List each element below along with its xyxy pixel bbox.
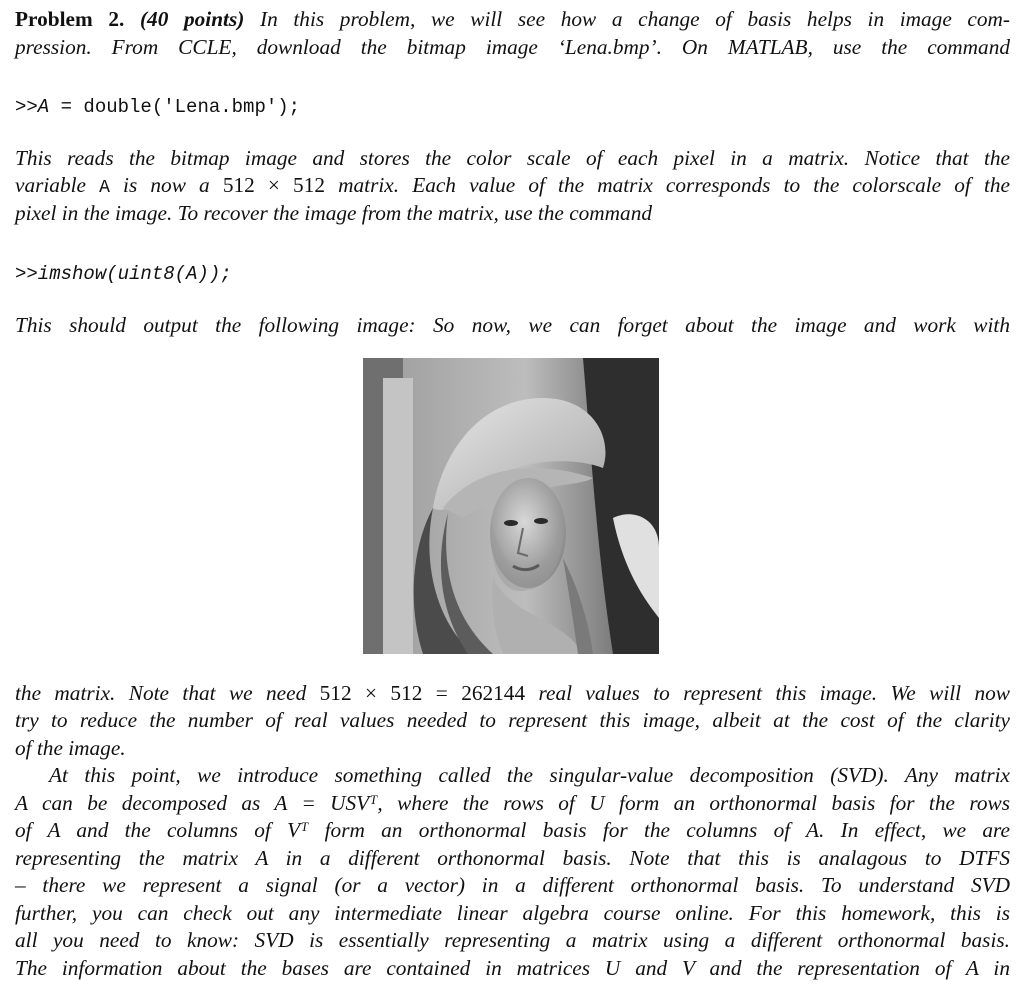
paragraph-3-line2: try to reduce the number of real values needed to represent this image, albeit at the cost of the clarity bbox=[15, 708, 1010, 732]
paragraph-4-line5: – there we represent a signal (or a vector) in a different orthonormal basis. To understand SVD bbox=[15, 873, 1010, 897]
lena-image bbox=[363, 358, 659, 654]
lena-photo-icon bbox=[363, 358, 659, 654]
paragraph-4-line6: further, you can check out any intermediate linear algebra course online. For this homework, this is bbox=[15, 901, 1010, 925]
paragraph-1-line2: variable A is now a 512 × 512 matrix. Each value of the matrix corresponds to the colorscale of the bbox=[15, 173, 1010, 198]
matlab-code-1: >>A = double('Lena.bmp'); bbox=[15, 96, 301, 118]
paragraph-4-line4: representing the matrix A in a different orthonormal basis. Note that this is analagous to DTFS bbox=[15, 846, 1010, 870]
paragraph-4-line3: of A and the columns of Vᵀ form an orthonormal basis for the columns of A. In effect, we are bbox=[15, 818, 1010, 842]
problem-intro-line2: pression. From CCLE, download the bitmap image ‘Lena.bmp’. On MATLAB, use the command bbox=[15, 35, 1010, 59]
paragraph-4-line7: all you need to know: SVD is essentially representing a matrix using a different orthonormal basis. bbox=[15, 928, 1010, 952]
paragraph-4-line1: At this point, we introduce something called the singular-value decomposition (SVD). Any matrix bbox=[49, 763, 1010, 787]
problem-heading: Problem 2. bbox=[15, 7, 125, 31]
paragraph-1-line3: pixel in the image. To recover the image from the matrix, use the command bbox=[15, 201, 653, 225]
matlab-code-2: >>imshow(uint8(A)); bbox=[15, 263, 232, 285]
problem-intro-line1: In this problem, we will see how a change of basis helps in image com- bbox=[260, 7, 1010, 31]
paragraph-3-line1: the matrix. Note that we need 512 × 512 = 262144 real values to represent this image. We will now bbox=[15, 681, 1010, 705]
paragraph-4-line8: The information about the bases are contained in matrices U and V and the representation of A in bbox=[15, 956, 1010, 980]
problem-heading-line bbox=[15, 6, 1010, 33]
paragraph-2-line1: This should output the following image: So now, we can forget about the image and work with bbox=[15, 313, 1010, 337]
problem-points: (40 points) bbox=[139, 7, 245, 31]
paragraph-1-line1: This reads the bitmap image and stores the color scale of each pixel in a matrix. Notice that the bbox=[15, 146, 1010, 170]
paragraph-3-line3: of the image. bbox=[15, 736, 126, 760]
paragraph-4-line2: A can be decomposed as A = USVᵀ, where the rows of U form an orthonormal basis for the rows bbox=[15, 791, 1010, 815]
